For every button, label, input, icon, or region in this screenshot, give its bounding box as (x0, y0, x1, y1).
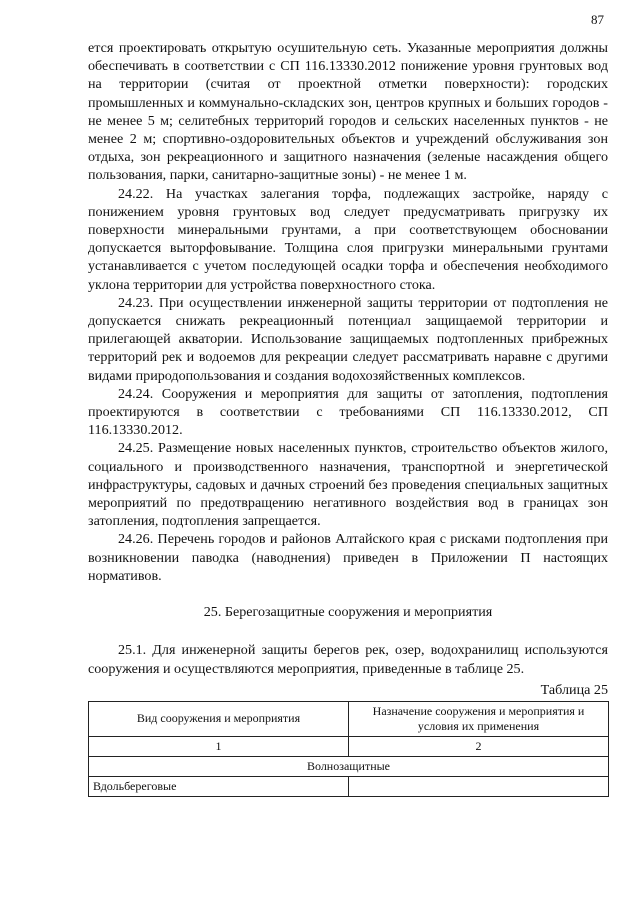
table-caption: Таблица 25 (540, 681, 608, 698)
table-header-row (89, 701, 609, 736)
table-25 (88, 701, 609, 797)
table-number-row (89, 736, 609, 756)
table-col2-number: 2 (349, 736, 609, 756)
table-cell-purpose (349, 776, 609, 796)
section-heading-25: 25. Берегозащитные сооружения и мероприятия (203, 604, 493, 621)
table-section-row (89, 756, 609, 776)
paragraph-24-23: 24.23. При осуществлении инженерной защиты территории от подтопления не допускается снижать рекреационный потенциал защищаемой территории и прилегающей акватории. Использование защищаемых подтопленных прибрежных территорий рек и водоемов для рекреации следует рассматривать наравне с другими видами природопользования и создания водохозяйственных комплексов. (88, 294, 608, 384)
page-number: 87 (591, 12, 604, 27)
paragraph-24-24: 24.24. Сооружения и мероприятия для защиты от затопления, подтопления проектируются в соответствии с требованиями СП 116.13330.2012, СП 116.13330.2012. (88, 385, 608, 439)
table-row (89, 776, 609, 796)
paragraph-continuation: ется проектировать открытую осушительную сеть. Указанные мероприятия должны обеспечивать в соответствии с СП 116.13330.2012 понижение уровня грунтовых вод на территории (считая от проектной отметки поверхности): городских промышленных и коммунально-складских зон, центров крупных и больших городов - не менее 5 м; селитебных территорий городов и сельских населенных пунктов - не менее 2 м; спортивно-оздоровительных объектов и учреждений обслуживания зон отдыха, зон рекреационного и защитного назначения (зеленые насаждения общего пользования, парки, санитарно-защитные зоны) - не менее 1 м. (88, 40, 608, 184)
table-section-label: Волнозащитные (89, 756, 609, 776)
document-body (88, 39, 608, 797)
paragraph-25-1: 25.1. Для инженерной защиты берегов рек, озер, водохранилищ используются сооружения и осуществляются мероприятия, приведенные в таблице 25. (88, 642, 608, 677)
paragraph-24-22: 24.22. На участках залегания торфа, подлежащих застройке, наряду с понижением уровня грунтовых вод следует предусматривать пригрузку их поверхности минеральными грунтами, а при соответствующем обосновании допускается выторфовывание. Толщина слоя пригрузки минеральными грунтами устанавливается с учетом последующей осадки торфа и обеспечения необходимого уклона территории для устройства поверхностного стока. (88, 185, 608, 293)
table-header-col1: Вид сооружения и мероприятия (89, 701, 349, 736)
paragraph-24-25: 24.25. Размещение новых населенных пунктов, строительство объектов жилого, социального и производственного назначения, транспортной и энергетической инфраструктуры, садовых и дачных строений без проведения специальных защитных мероприятий по предотвращению негативного воздействия вод в границах зон затопления, подтопления запрещается. (88, 440, 608, 530)
table-col1-number: 1 (89, 736, 349, 756)
paragraph-24-26: 24.26. Перечень городов и районов Алтайского края с рисками подтопления при возникновении паводка (наводнения) приведен в Приложении П настоящих нормативов. (88, 531, 608, 584)
table-cell-type: Вдольбереговые (89, 776, 349, 796)
table-header-col2: Назначение сооружения и мероприятия и условия их применения (349, 701, 609, 736)
